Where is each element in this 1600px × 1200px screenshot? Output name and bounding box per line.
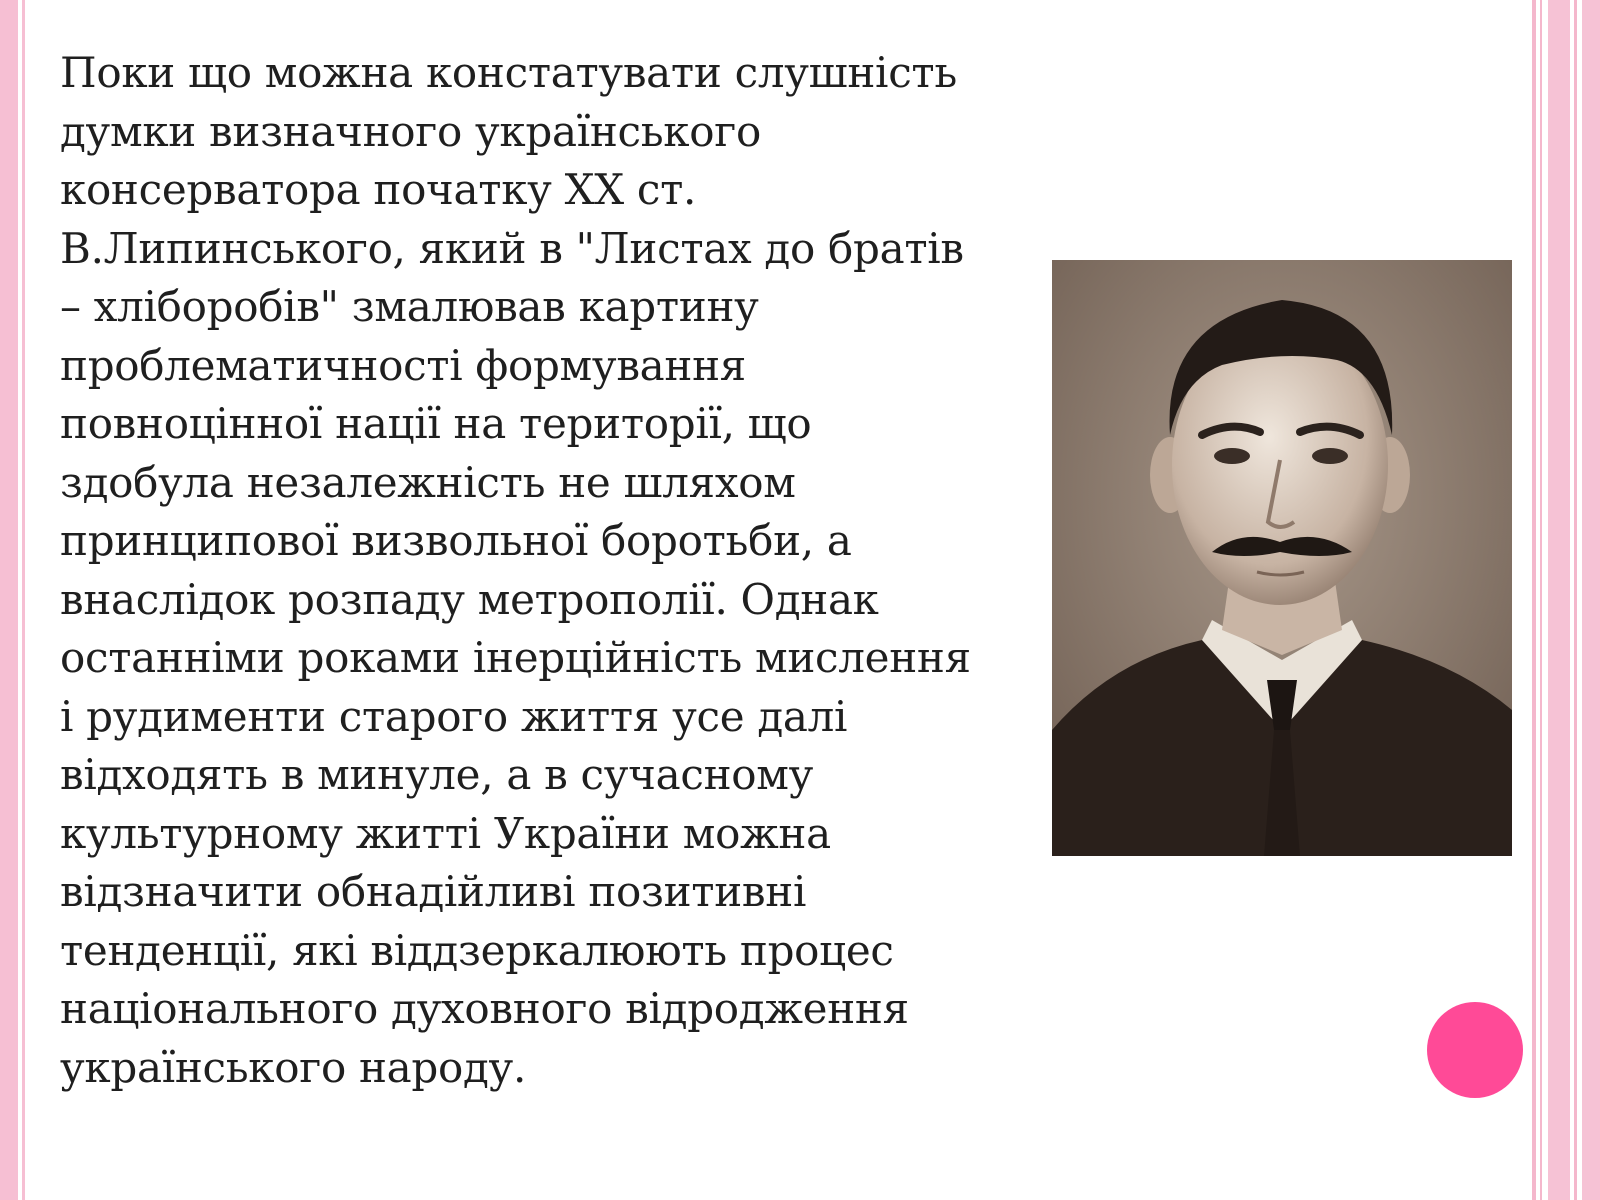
right-stripe-3: [1548, 0, 1570, 1200]
right-stripe-5: [1582, 0, 1600, 1200]
right-stripe-2: [1540, 0, 1542, 1200]
body-text: Поки що можна констатувати слушність думки визначного українського консерватора початку ХХ ст. В.Липинського, який в "Листах до братів – хліборобів" змалював картину проблематичності формування повноцінної нації на території, що здобула незалежність не шляхом принципової визвольної боротьби, а внаслідок розпаду метрополії. Однак останніми роками інерційність мислення і рудименти старого життя усе далі відходять в минуле, а в сучасному культурному житті України можна відзначити обнадійливі позитивні тенденції, які віддзеркалюють процес національного духовного відродження українського народу.: [60, 48, 971, 1092]
portrait-photo: [1052, 260, 1512, 856]
pink-circle-decoration: [1427, 1002, 1523, 1098]
left-border-decoration: [0, 0, 18, 1200]
left-border-line: [22, 0, 25, 1200]
right-stripe-1: [1532, 0, 1536, 1200]
right-stripe-4: [1574, 0, 1577, 1200]
